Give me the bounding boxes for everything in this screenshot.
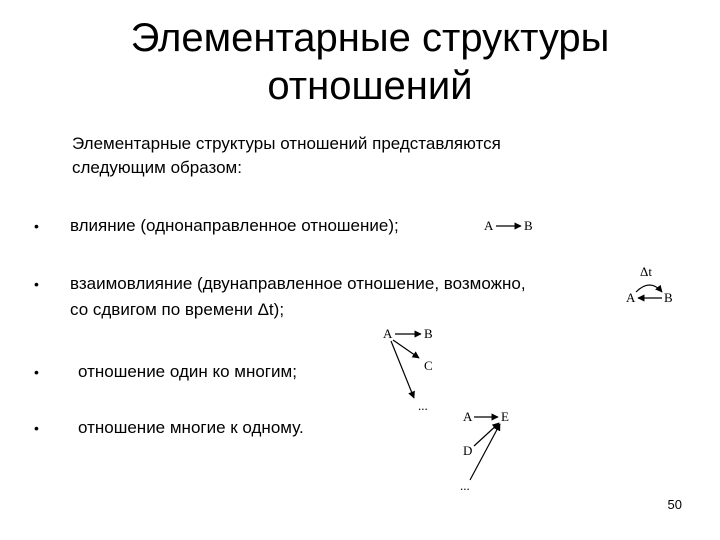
title-line-2: отношений	[267, 64, 473, 108]
node-b-label: B	[664, 290, 673, 305]
bullet-text: отношение один ко многим;	[78, 362, 297, 381]
more-ellipsis: ...	[460, 478, 470, 493]
arrow-a-to-b-curved	[636, 285, 662, 292]
arrow-a-to-more	[391, 341, 414, 398]
bullet-text-line-2: со сдвигом по времени Δt);	[70, 300, 285, 319]
node-a-label: A	[626, 290, 636, 305]
node-a-label: A	[484, 218, 494, 233]
more-ellipsis: ...	[418, 398, 428, 413]
diagram-one-to-many	[383, 326, 433, 413]
node-a-label: A	[383, 326, 393, 341]
intro-line-2: следующим образом:	[72, 158, 242, 177]
arrow-d-to-e	[474, 423, 499, 446]
diagram-many-to-one	[460, 409, 509, 493]
node-b-label: B	[524, 218, 533, 233]
bullet-marker: •	[34, 364, 39, 380]
diagram-influence	[484, 218, 533, 233]
diagram-mutual-influence	[626, 264, 673, 305]
arrow-more-to-e	[470, 424, 500, 480]
title-line-1: Элементарные структуры	[130, 16, 610, 60]
node-c-label: C	[424, 358, 433, 373]
node-e-label: E	[501, 409, 509, 424]
node-b-label: B	[424, 326, 433, 341]
node-a-label: A	[463, 409, 473, 424]
bullet-marker: •	[34, 420, 39, 436]
intro-line-1: Элементарные структуры отношений представляются	[72, 134, 501, 153]
node-d-label: D	[463, 443, 473, 458]
delta-t-label: Δt	[640, 264, 652, 279]
bullet-marker: •	[34, 218, 39, 234]
page-number: 50	[667, 497, 682, 512]
bullet-text: отношение многие к одному.	[78, 418, 304, 437]
bullet-marker: •	[34, 276, 39, 292]
bullet-text-line-1: взаимовлияние (двунаправленное отношение, возможно,	[70, 274, 526, 293]
bullet-text: влияние (однонаправленное отношение);	[70, 216, 399, 235]
